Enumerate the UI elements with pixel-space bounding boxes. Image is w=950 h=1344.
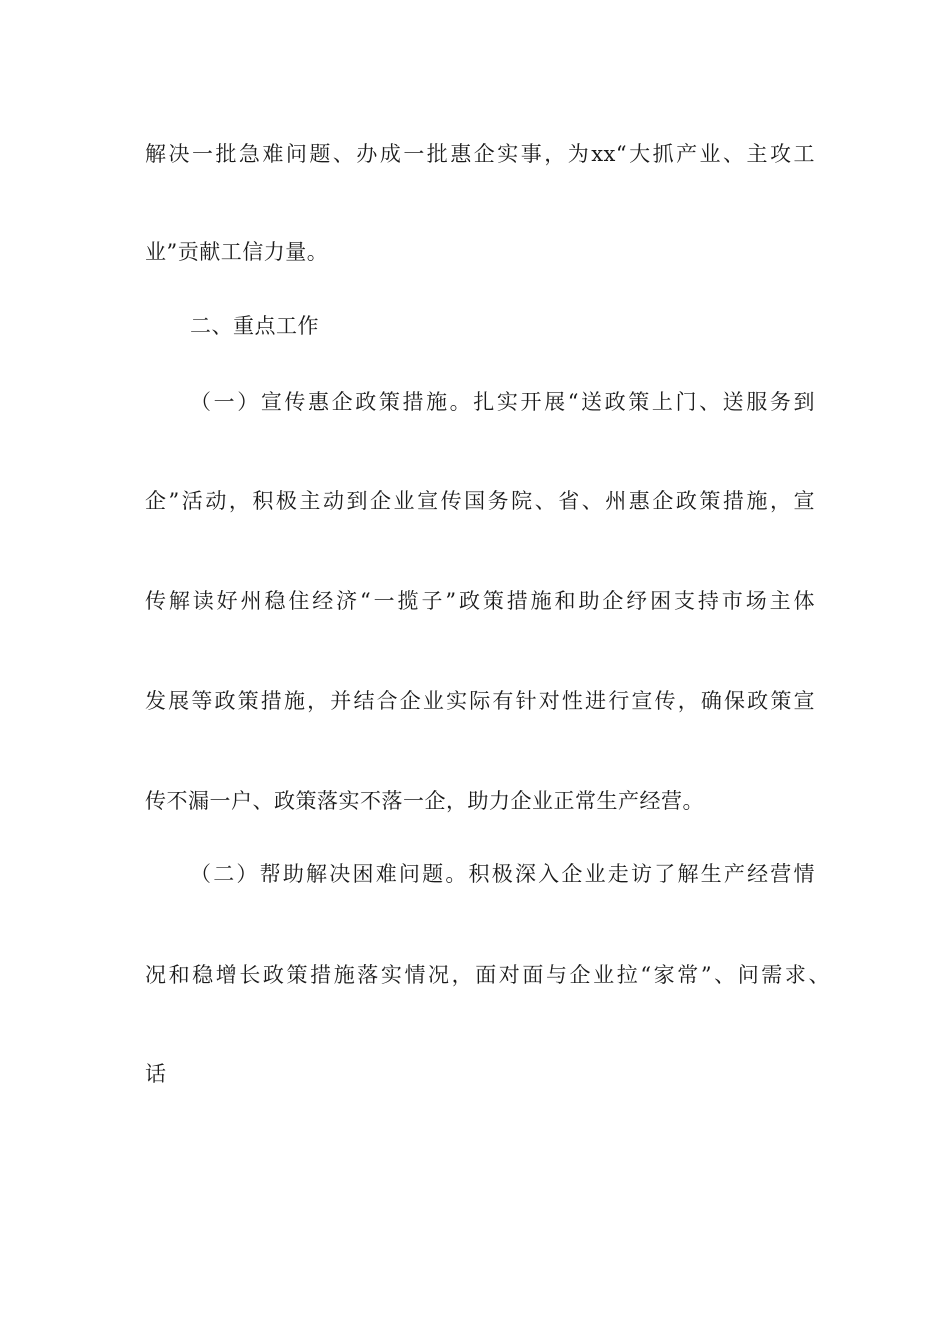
paragraph-line: 企”活动，积极主动到企业宣传国务院、省、州惠企政策措施，宣 bbox=[145, 489, 815, 513]
paragraph-line: （二）帮助解决困难问题。积极深入企业走访了解生产经营情 bbox=[190, 862, 815, 886]
paragraph-line: 话 bbox=[145, 1062, 167, 1086]
paragraph-line: 况和稳增长政策措施落实情况，面对面与企业拉“家常”、问需求、 bbox=[145, 963, 830, 987]
paragraph-line: 传解读好州稳住经济“一揽子”政策措施和助企纾困支持市场主体 bbox=[145, 589, 815, 613]
paragraph-line: （一）宣传惠企政策措施。扎实开展“送政策上门、送服务到 bbox=[190, 390, 815, 414]
paragraph-line: 业”贡献工信力量。 bbox=[145, 240, 329, 264]
paragraph-line: 发展等政策措施，并结合企业实际有针对性进行宣传，确保政策宣 bbox=[145, 689, 815, 713]
section-heading: 二、重点工作 bbox=[190, 314, 319, 338]
paragraph-line: 解决一批急难问题、办成一批惠企实事，为xx“大抓产业、主攻工 bbox=[145, 142, 815, 166]
paragraph-line: 传不漏一户、政策落实不落一企，助力企业正常生产经营。 bbox=[145, 789, 704, 813]
